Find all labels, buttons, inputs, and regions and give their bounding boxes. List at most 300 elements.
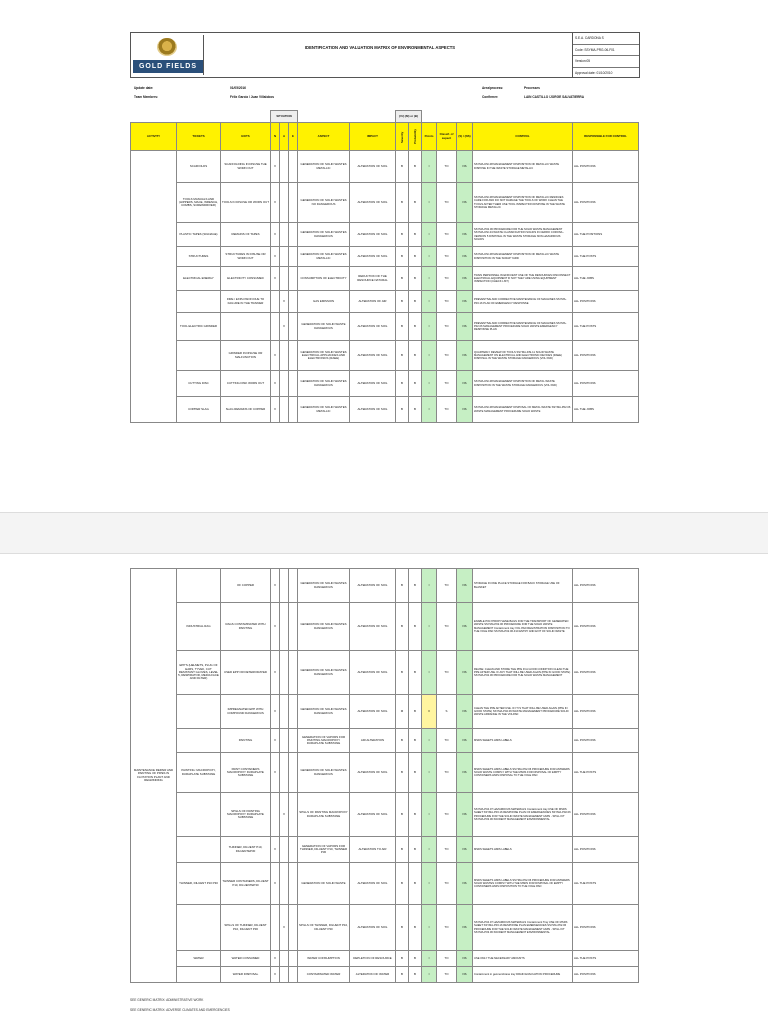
- exit-cell: SCAFFOLDING IN DISUSE THE WORN OUT: [221, 151, 271, 183]
- document-header: [130, 32, 640, 78]
- col-activity: ACTIVITY: [131, 123, 177, 151]
- aspect-cell: GENERATION OF SOLID WASTES DANGEROUS: [298, 753, 350, 793]
- impact-cell: ALTERATION OF SOIL: [350, 371, 396, 397]
- control-cell: SSYMA-DSI-08 MANAGEMENT DISPOSITION OF METALLIC WASTE DISPOSITION IN THE SCRAP YARD: [473, 247, 573, 267]
- responsible-cell: ALL THE POSITIONS: [573, 223, 639, 247]
- document-meta: [572, 33, 639, 77]
- points-cell: I: [422, 223, 437, 247]
- points-cell: II: [422, 695, 437, 729]
- points-cell: I: [422, 371, 437, 397]
- responsible-cell: ALL POSITIONS: [573, 371, 639, 397]
- impact-cell: ALTERATION OF SOIL: [350, 183, 396, 223]
- points-cell: I: [422, 569, 437, 603]
- e-cell: [289, 569, 298, 603]
- n-cell: X: [271, 951, 280, 967]
- severity-cell: B: [396, 967, 409, 983]
- update-label: Update date:: [134, 86, 154, 90]
- exit-cell: WATER CONSUMED: [221, 951, 271, 967]
- probability-cell: B: [409, 371, 422, 397]
- col-n: N: [271, 123, 280, 151]
- control-cell: USE ONLY THE NECESSARY AMOUNTS: [473, 951, 573, 967]
- ticket-cell: [177, 341, 221, 371]
- sns-cell: NS: [457, 967, 473, 983]
- table-row: [131, 753, 639, 793]
- impact-cell: AIR ALTERATION: [350, 729, 396, 753]
- a-cell: [280, 967, 289, 983]
- exit-cell: OF COPPER: [221, 569, 271, 603]
- classif-cell: TO: [437, 603, 457, 651]
- classif-cell: TO: [437, 183, 457, 223]
- control-cell: TRAIN PERSONNEL IN EFFICIENT USE OF THE RESOURCES DISCONNECT ELECTRICAL EQUIPMENT IF NOT THEY ARE USING EQUIPMENT INSPECTION (CHECK LIST): [473, 267, 573, 291]
- control-cell: Containment in geomembrane tray DRAIN EVACUATION PROCEDURE: [473, 967, 573, 983]
- responsible-cell: ALL THE POSTS: [573, 247, 639, 267]
- a-cell: X: [280, 313, 289, 341]
- impact-cell: ALTERATION OF SOIL: [350, 651, 396, 695]
- classif-cell: TO: [437, 905, 457, 951]
- severity-cell: B: [396, 267, 409, 291]
- probability-cell: B: [409, 951, 422, 967]
- points-cell: I: [422, 863, 437, 905]
- points-cell: I: [422, 905, 437, 951]
- ticket-cell: [177, 569, 221, 603]
- severity-cell: B: [396, 313, 409, 341]
- sns-cell: NS: [457, 651, 473, 695]
- n-cell: X: [271, 753, 280, 793]
- classif-cell: TO: [437, 569, 457, 603]
- control-cell: PREVENTIVE AND CORRECTIVE MAINTENANCE OF MACHINES SSYMA-P03.16 PLAN OF EMERGENCY RESPONSE: [473, 291, 573, 313]
- aspect-cell: GENERATION OF SOLID WASTES DANGEROUS: [298, 223, 350, 247]
- sns-cell: NS: [457, 267, 473, 291]
- points-cell: I: [422, 967, 437, 983]
- impact-cell: ALTERATION OF SOIL: [350, 569, 396, 603]
- e-cell: [289, 951, 298, 967]
- a-cell: [280, 183, 289, 223]
- footer-note-climate: SEE GENERIC MATRIX: ADVERSE CLIMATES AND EMERGENCIES: [130, 1008, 230, 1012]
- col-probability: Probability: [409, 123, 422, 151]
- table-row: [131, 223, 639, 247]
- a-cell: [280, 569, 289, 603]
- exit-cell: WATER DISPOSAL: [221, 967, 271, 983]
- col-tickets: TICKETS: [177, 123, 221, 151]
- table-row: [131, 837, 639, 863]
- exit-cell: SPILLS OF THINNER, DILUENT P10, DILUENT P30: [221, 905, 271, 951]
- severity-cell: B: [396, 569, 409, 603]
- vi-header: (V.I) (M) or (B): [396, 111, 422, 123]
- probability-cell: B: [409, 569, 422, 603]
- e-cell: [289, 753, 298, 793]
- probability-cell: B: [409, 341, 422, 371]
- responsible-cell: ALL THE POSTS: [573, 753, 639, 793]
- aspect-cell: GENERATION OF SOLID WASTES NO DANGEROUS: [298, 183, 350, 223]
- sns-cell: NS: [457, 837, 473, 863]
- exit-cell: STRUCTURES IN DISUSE OR WORN OUT: [221, 247, 271, 267]
- severity-cell: B: [396, 291, 409, 313]
- responsible-cell: ALL POSITIONS: [573, 793, 639, 837]
- n-cell: X: [271, 695, 280, 729]
- impact-cell: ALTERATION OF SOIL: [350, 247, 396, 267]
- n-cell: X: [271, 341, 280, 371]
- severity-cell: B: [396, 341, 409, 371]
- probability-cell: B: [409, 753, 422, 793]
- probability-cell: B: [409, 729, 422, 753]
- exit-cell: [221, 313, 271, 341]
- classif-cell: TO: [437, 753, 457, 793]
- sns-cell: NS: [457, 397, 473, 423]
- page-1: [0, 0, 768, 508]
- col-classif: Classif. of aspect: [437, 123, 457, 151]
- control-cell: STORAGE IN ONE PLACE STORAGE FOR BACK STORAGE USE OF BLANKET: [473, 569, 573, 603]
- control-cell: SSYMA-DSI-08 MANAGEMENT DISPOSITION OF METALLIC RESIDUES CARE FOR AND DO NOT DAMAGE THE TOOLS OF WORK CLEAN THE TOOLS AFTER THEIR USE TOOL INSPECTION DISPOSE IN THE WASTE STORAGE METALLIC: [473, 183, 573, 223]
- probability-cell: B: [409, 223, 422, 247]
- e-cell: [289, 371, 298, 397]
- aspect-cell: CONSUMPTION OF ELECTRICITY: [298, 267, 350, 291]
- exit-cell: USED EPP OR DETERIORATED: [221, 651, 271, 695]
- control-cell: SSYMA-P04.07 HAZARDOUS MATERIALS Containment Tray USE OF MSDS SHEET SSYMA-P03.16 RESPONSE PLAN EMERGENCIES SSYMA-P02.06 PROCEDURE FOR THE SOLID WASTE MANAGEMENT HMIS - SPILL KIT SSYMA-P03.06 INCIDENT MANAGEMENT ENVIRONMENTAL: [473, 905, 573, 951]
- team-value: Félix García / Juan Villalobos: [230, 95, 275, 99]
- exit-cell: SPILLS OF PAINTING MACROPOXY DURAPLATE SUBSTANE: [221, 793, 271, 837]
- n-cell: X: [271, 651, 280, 695]
- aspect-cell: WATER CONSUMPTION: [298, 951, 350, 967]
- sns-cell: NS: [457, 603, 473, 651]
- points-cell: I: [422, 729, 437, 753]
- impact-cell: ALTERATION OF SOIL: [350, 397, 396, 423]
- e-cell: [289, 837, 298, 863]
- severity-cell: B: [396, 837, 409, 863]
- severity-cell: B: [396, 397, 409, 423]
- sns-cell: NS: [457, 729, 473, 753]
- n-cell: X: [271, 863, 280, 905]
- e-cell: [289, 291, 298, 313]
- n-cell: X: [271, 729, 280, 753]
- points-cell: I: [422, 247, 437, 267]
- ticket-cell: TOOLS MANUALS AND (HIPPERS, MACE, WRENCH, COMBS, SCREWDRIVER): [177, 183, 221, 223]
- impact-cell: ALTERATION OF SOIL: [350, 223, 396, 247]
- sns-cell: NS: [457, 313, 473, 341]
- severity-cell: B: [396, 247, 409, 267]
- severity-cell: B: [396, 183, 409, 223]
- aspect-cell: SPILLS OF PAINTING MACROPOXY DURAPLATE SUBSTANE: [298, 793, 350, 837]
- table-row: [131, 863, 639, 905]
- severity-cell: B: [396, 371, 409, 397]
- col-a: A: [280, 123, 289, 151]
- control-cell: MSDS SHEETS HMIS LABELS: [473, 729, 573, 753]
- aspect-cell: GENERATION OF SOLID WASTES METALLIC: [298, 397, 350, 423]
- probability-cell: B: [409, 837, 422, 863]
- impact-cell: ALTERATION OF SOIL: [350, 695, 396, 729]
- points-cell: I: [422, 341, 437, 371]
- n-cell: [271, 793, 280, 837]
- sns-cell: NS: [457, 223, 473, 247]
- n-cell: X: [271, 967, 280, 983]
- ticket-cell: THINNER, DILUENT P10 P30: [177, 863, 221, 905]
- exit-cell: FIRE / EXPLOSION DUE TO FAILURE IN THE TRAINER: [221, 291, 271, 313]
- e-cell: [289, 863, 298, 905]
- e-cell: [289, 651, 298, 695]
- classif-cell: TO: [437, 863, 457, 905]
- ticket-cell: [177, 729, 221, 753]
- probability-cell: B: [409, 651, 422, 695]
- n-cell: X: [271, 267, 280, 291]
- table-row: [131, 267, 639, 291]
- probability-cell: B: [409, 247, 422, 267]
- severity-cell: B: [396, 729, 409, 753]
- a-cell: [280, 247, 289, 267]
- exit-cell: REMAINS OF TAPES: [221, 223, 271, 247]
- n-cell: X: [271, 247, 280, 267]
- probability-cell: B: [409, 967, 422, 983]
- impact-cell: ALTERATION OF SOIL: [350, 863, 396, 905]
- aspects-table-page-1: [130, 110, 639, 423]
- doc-code: Code: SSYMA-PRG-06-F01: [573, 45, 639, 57]
- classif-cell: TO: [437, 793, 457, 837]
- probability-cell: B: [409, 793, 422, 837]
- impact-cell: ALTERATION OF SOIL: [350, 793, 396, 837]
- exit-cell: PAINTING: [221, 729, 271, 753]
- footer-note-admin: SEE GENERIC MATRIX: ADMINISTRATIVE WORK: [130, 998, 204, 1002]
- table-row: [131, 341, 639, 371]
- ticket-cell: ELECTRICAL ENERGY: [177, 267, 221, 291]
- responsible-cell: ALL THE JOBS: [573, 397, 639, 423]
- ticket-cell: TOOL ELECTRIC GRINDER: [177, 313, 221, 341]
- probability-cell: B: [409, 397, 422, 423]
- document-title: IDENTIFICATION AND VALUATION MATRIX OF ENVIRONMENTAL ASPECTS: [304, 45, 456, 50]
- points-cell: I: [422, 603, 437, 651]
- points-cell: I: [422, 793, 437, 837]
- exit-cell: ELECTRICITY CONSUMED: [221, 267, 271, 291]
- n-cell: [271, 291, 280, 313]
- classif-cell: TO: [437, 267, 457, 291]
- ticket-cell: PLASTIC TAPES (SIGNAGE): [177, 223, 221, 247]
- doc-version: Version:05: [573, 56, 639, 68]
- col-responsible: RESPONSIBLE FOR CONTROL: [573, 123, 639, 151]
- activity-cell: [131, 151, 177, 423]
- a-cell: [280, 863, 289, 905]
- impact-cell: ALTERATION OF AIR: [350, 291, 396, 313]
- probability-cell: B: [409, 291, 422, 313]
- impact-cell: ALTERATION OF WATER: [350, 967, 396, 983]
- e-cell: [289, 183, 298, 223]
- table-row: [131, 951, 639, 967]
- points-cell: I: [422, 291, 437, 313]
- sns-cell: NS: [457, 793, 473, 837]
- classif-cell: TO: [437, 291, 457, 313]
- e-cell: [289, 793, 298, 837]
- n-cell: X: [271, 151, 280, 183]
- sns-cell: NS: [457, 247, 473, 267]
- e-cell: [289, 247, 298, 267]
- approval-date: Approval date: 01/10/2010: [575, 70, 613, 75]
- points-cell: I: [422, 753, 437, 793]
- col-impact: IMPACT: [350, 123, 396, 151]
- area-label: Area/process:: [482, 86, 504, 90]
- impact-cell: REDUCTION OF THE RESOURCE NATURAL: [350, 267, 396, 291]
- points-cell: I: [422, 313, 437, 341]
- a-cell: [280, 267, 289, 291]
- control-cell: MSDS SHEETS HMIS LABELS SSYMA-P02.06 PROCEDURE FOR ANSWERS SOLID WASTE COMPLY WITH THE MSDS FOR DISPOSAL OF EMPTY CONTAINERS HMIS DISPOSAL TO THE VOLE PAD: [473, 753, 573, 793]
- aspect-cell: SPILLS OF THINNER, DILUENT P10, DILUENT P30: [298, 905, 350, 951]
- ticket-cell: STRUCTURES: [177, 247, 221, 267]
- classif-cell: TO: [437, 397, 457, 423]
- severity-cell: B: [396, 151, 409, 183]
- points-cell: I: [422, 183, 437, 223]
- impact-cell: ALTERATION OF SOIL: [350, 313, 396, 341]
- n-cell: X: [271, 371, 280, 397]
- table-row: [131, 603, 639, 651]
- classif-cell: TO: [437, 951, 457, 967]
- aspect-cell: GENERATION OF VAPORS FOR PAINTING MACROPOXY DURAPLATE SUBSTANE: [298, 729, 350, 753]
- aspect-cell: GENERATION OF SOLID WASTES DANGEROUS: [298, 651, 350, 695]
- responsible-cell: ALL POSITIONS: [573, 151, 639, 183]
- n-cell: [271, 313, 280, 341]
- col-e: E: [289, 123, 298, 151]
- control-cell: SSYMA-P04.07 HAZARDOUS MATERIALS Containment tray USE OF MSDS SHEET SSYMA-P03.16 RESPONSE PLAN OF EMERGENCIES SSYMA-P02.06 PROCEDURE FOR THE SOLID WASTE MANAGEMENT HMIS - SPILL KIT SSYMA-P03.06 INCIDENT MANAGEMENT ENVIRONMENTAL: [473, 793, 573, 837]
- sns-cell: NS: [457, 905, 473, 951]
- control-cell: MSDS SHEETS HMIS LABELS: [473, 837, 573, 863]
- n-cell: X: [271, 603, 280, 651]
- exit-cell: THINNER, DILUENT P10, DILUENTEP30: [221, 837, 271, 863]
- a-cell: [280, 341, 289, 371]
- classif-cell: TO: [437, 151, 457, 183]
- responsible-cell: ALL POSITIONS: [573, 905, 639, 951]
- responsible-cell: ALL THE POSTS: [573, 863, 639, 905]
- responsible-cell: ALL POSITIONS: [573, 569, 639, 603]
- e-cell: [289, 905, 298, 951]
- situation-header: SITUATION: [271, 111, 298, 123]
- a-cell: [280, 729, 289, 753]
- ticket-cell: [177, 905, 221, 951]
- a-cell: [280, 223, 289, 247]
- table-row: [131, 313, 639, 341]
- e-cell: [289, 267, 298, 291]
- severity-cell: B: [396, 793, 409, 837]
- a-cell: [280, 695, 289, 729]
- aspect-cell: GENERATION OF SOLID WASTES METALLIC: [298, 151, 350, 183]
- aspect-cell: GAS EMISSION: [298, 291, 350, 313]
- col-control: CONTROL: [473, 123, 573, 151]
- severity-cell: B: [396, 753, 409, 793]
- control-cell: SSYMA-DSI-08 MANAGEMENT DISPOSITION OF METAL WASTE DISPOSITION IN THE WASTE STORAGE DANGEROUS (VOL PAD): [473, 371, 573, 397]
- classif-cell: TO: [437, 247, 457, 267]
- table-row: [131, 183, 639, 223]
- table-row: [131, 151, 639, 183]
- col-severity: Severity: [396, 123, 409, 151]
- aspect-cell: GENERATION OF SOLID WASTE: [298, 863, 350, 905]
- ticket-cell: [177, 793, 221, 837]
- points-cell: I: [422, 651, 437, 695]
- activity-cell: MAINTENANCE REPAIR AND PAINTING OF PIPES IN FLOTATION PLANT AND REGRINDING: [131, 569, 177, 983]
- table-row: [131, 967, 639, 983]
- points-cell: I: [422, 951, 437, 967]
- probability-cell: B: [409, 905, 422, 951]
- aspect-cell: GENERATION OF SOLID WASTES DANGEROUS: [298, 569, 350, 603]
- classif-cell: TO: [437, 223, 457, 247]
- a-cell: X: [280, 291, 289, 313]
- e-cell: [289, 967, 298, 983]
- col-sns: (S) / (NS): [457, 123, 473, 151]
- classif-cell: TO: [437, 341, 457, 371]
- aspect-cell: GENERATION OF SOLID WASTES ELECTRICAL APPLIANCES AND ELECTRONICS (RAEE): [298, 341, 350, 371]
- table-row: [131, 793, 639, 837]
- responsible-cell: ALL THE POSTS: [573, 951, 639, 967]
- probability-cell: B: [409, 151, 422, 183]
- impact-cell: ALTERATION OF SOIL: [350, 753, 396, 793]
- logo-text: GOLD FIELDS: [133, 60, 203, 73]
- update-value: 01/05/2016: [230, 86, 246, 90]
- logo-mark-icon: [157, 38, 177, 56]
- points-cell: I: [422, 267, 437, 291]
- severity-cell: B: [396, 905, 409, 951]
- a-cell: [280, 603, 289, 651]
- control-cell: SSYMA-DSI-08 MANAGEMENT DISPOSAL OF METAL WASTE SSYMA-P02.06 WASTE MANAGEMENT PROCEDURE SOLID WASTE: [473, 397, 573, 423]
- control-cell: QUARTERLY REVIEW OF TOOLS SSYMA-DSI-11 SOLID WASTE MANAGEMENT ON ELECTRICAL AND ELECTRONIC DEVICES (RAEE) DISPOSAL IN THE WASTE STORAGE DANGEROUS (VOL PAD): [473, 341, 573, 371]
- ticket-cell: EPP'S (HELMETS, PLUG OF EARS, TYVEK, CUT RESISTANT GLOVES, LEVEL 5, RESPIRATOR, MEDIA FACE AND FILTER): [177, 651, 221, 695]
- sns-cell: NS: [457, 183, 473, 223]
- exit-cell: TOOLS IN DISUSE OR WORN OUT: [221, 183, 271, 223]
- n-cell: X: [271, 837, 280, 863]
- ticket-cell: [177, 291, 221, 313]
- impact-cell: ALTERATION OF SOIL: [350, 905, 396, 951]
- e-cell: [289, 397, 298, 423]
- e-cell: [289, 603, 298, 651]
- probability-cell: B: [409, 313, 422, 341]
- exit-cell: SLAG REMAINS OF COPPER: [221, 397, 271, 423]
- table-row: [131, 651, 639, 695]
- ticket-cell: [177, 837, 221, 863]
- impact-cell: ALTERATION OF SOIL: [350, 151, 396, 183]
- table-row: [131, 247, 639, 267]
- sns-cell: NS: [457, 695, 473, 729]
- points-cell: I: [422, 837, 437, 863]
- exit-cell: GRINDER IN DISUSE OR MALFUNCTION: [221, 341, 271, 371]
- severity-cell: M: [396, 695, 409, 729]
- aspect-cell: GENERATION OF SOLID WASTE DANGEROUS: [298, 313, 350, 341]
- responsible-cell: ALL POSITIONS: [573, 729, 639, 753]
- a-cell: X: [280, 793, 289, 837]
- probability-cell: B: [409, 863, 422, 905]
- confirmer-value: LAIN CASTILLO /JORGE SALVATIERRA: [524, 95, 585, 99]
- responsible-cell: ALL THE JOBS: [573, 267, 639, 291]
- table-row: [131, 397, 639, 423]
- classif-cell: TO: [437, 837, 457, 863]
- n-cell: [271, 905, 280, 951]
- table-row: [131, 695, 639, 729]
- probability-cell: B: [409, 695, 422, 729]
- a-cell: [280, 371, 289, 397]
- a-cell: [280, 651, 289, 695]
- sns-cell: NS: [457, 371, 473, 397]
- a-cell: [280, 753, 289, 793]
- sns-cell: NS: [457, 291, 473, 313]
- points-cell: I: [422, 397, 437, 423]
- a-cell: [280, 951, 289, 967]
- impact-cell: ALTERATION OF SOIL: [350, 341, 396, 371]
- responsible-cell: ALL POSITIONS: [573, 837, 639, 863]
- probability-cell: B: [409, 603, 422, 651]
- area-value: Processes: [524, 86, 540, 90]
- e-cell: [289, 151, 298, 183]
- responsible-cell: ALL POSITIONS: [573, 695, 639, 729]
- table-row: [131, 569, 639, 603]
- a-cell: [280, 151, 289, 183]
- severity-cell: B: [396, 223, 409, 247]
- company-name: S.E.A. CARDONA S: [573, 33, 639, 45]
- sns-cell: NS: [457, 341, 473, 371]
- ticket-cell: [177, 695, 221, 729]
- aspect-cell: CONTAMINATED WATER: [298, 967, 350, 983]
- e-cell: [289, 341, 298, 371]
- points-cell: I: [422, 151, 437, 183]
- responsible-cell: ALL POSITIONS: [573, 291, 639, 313]
